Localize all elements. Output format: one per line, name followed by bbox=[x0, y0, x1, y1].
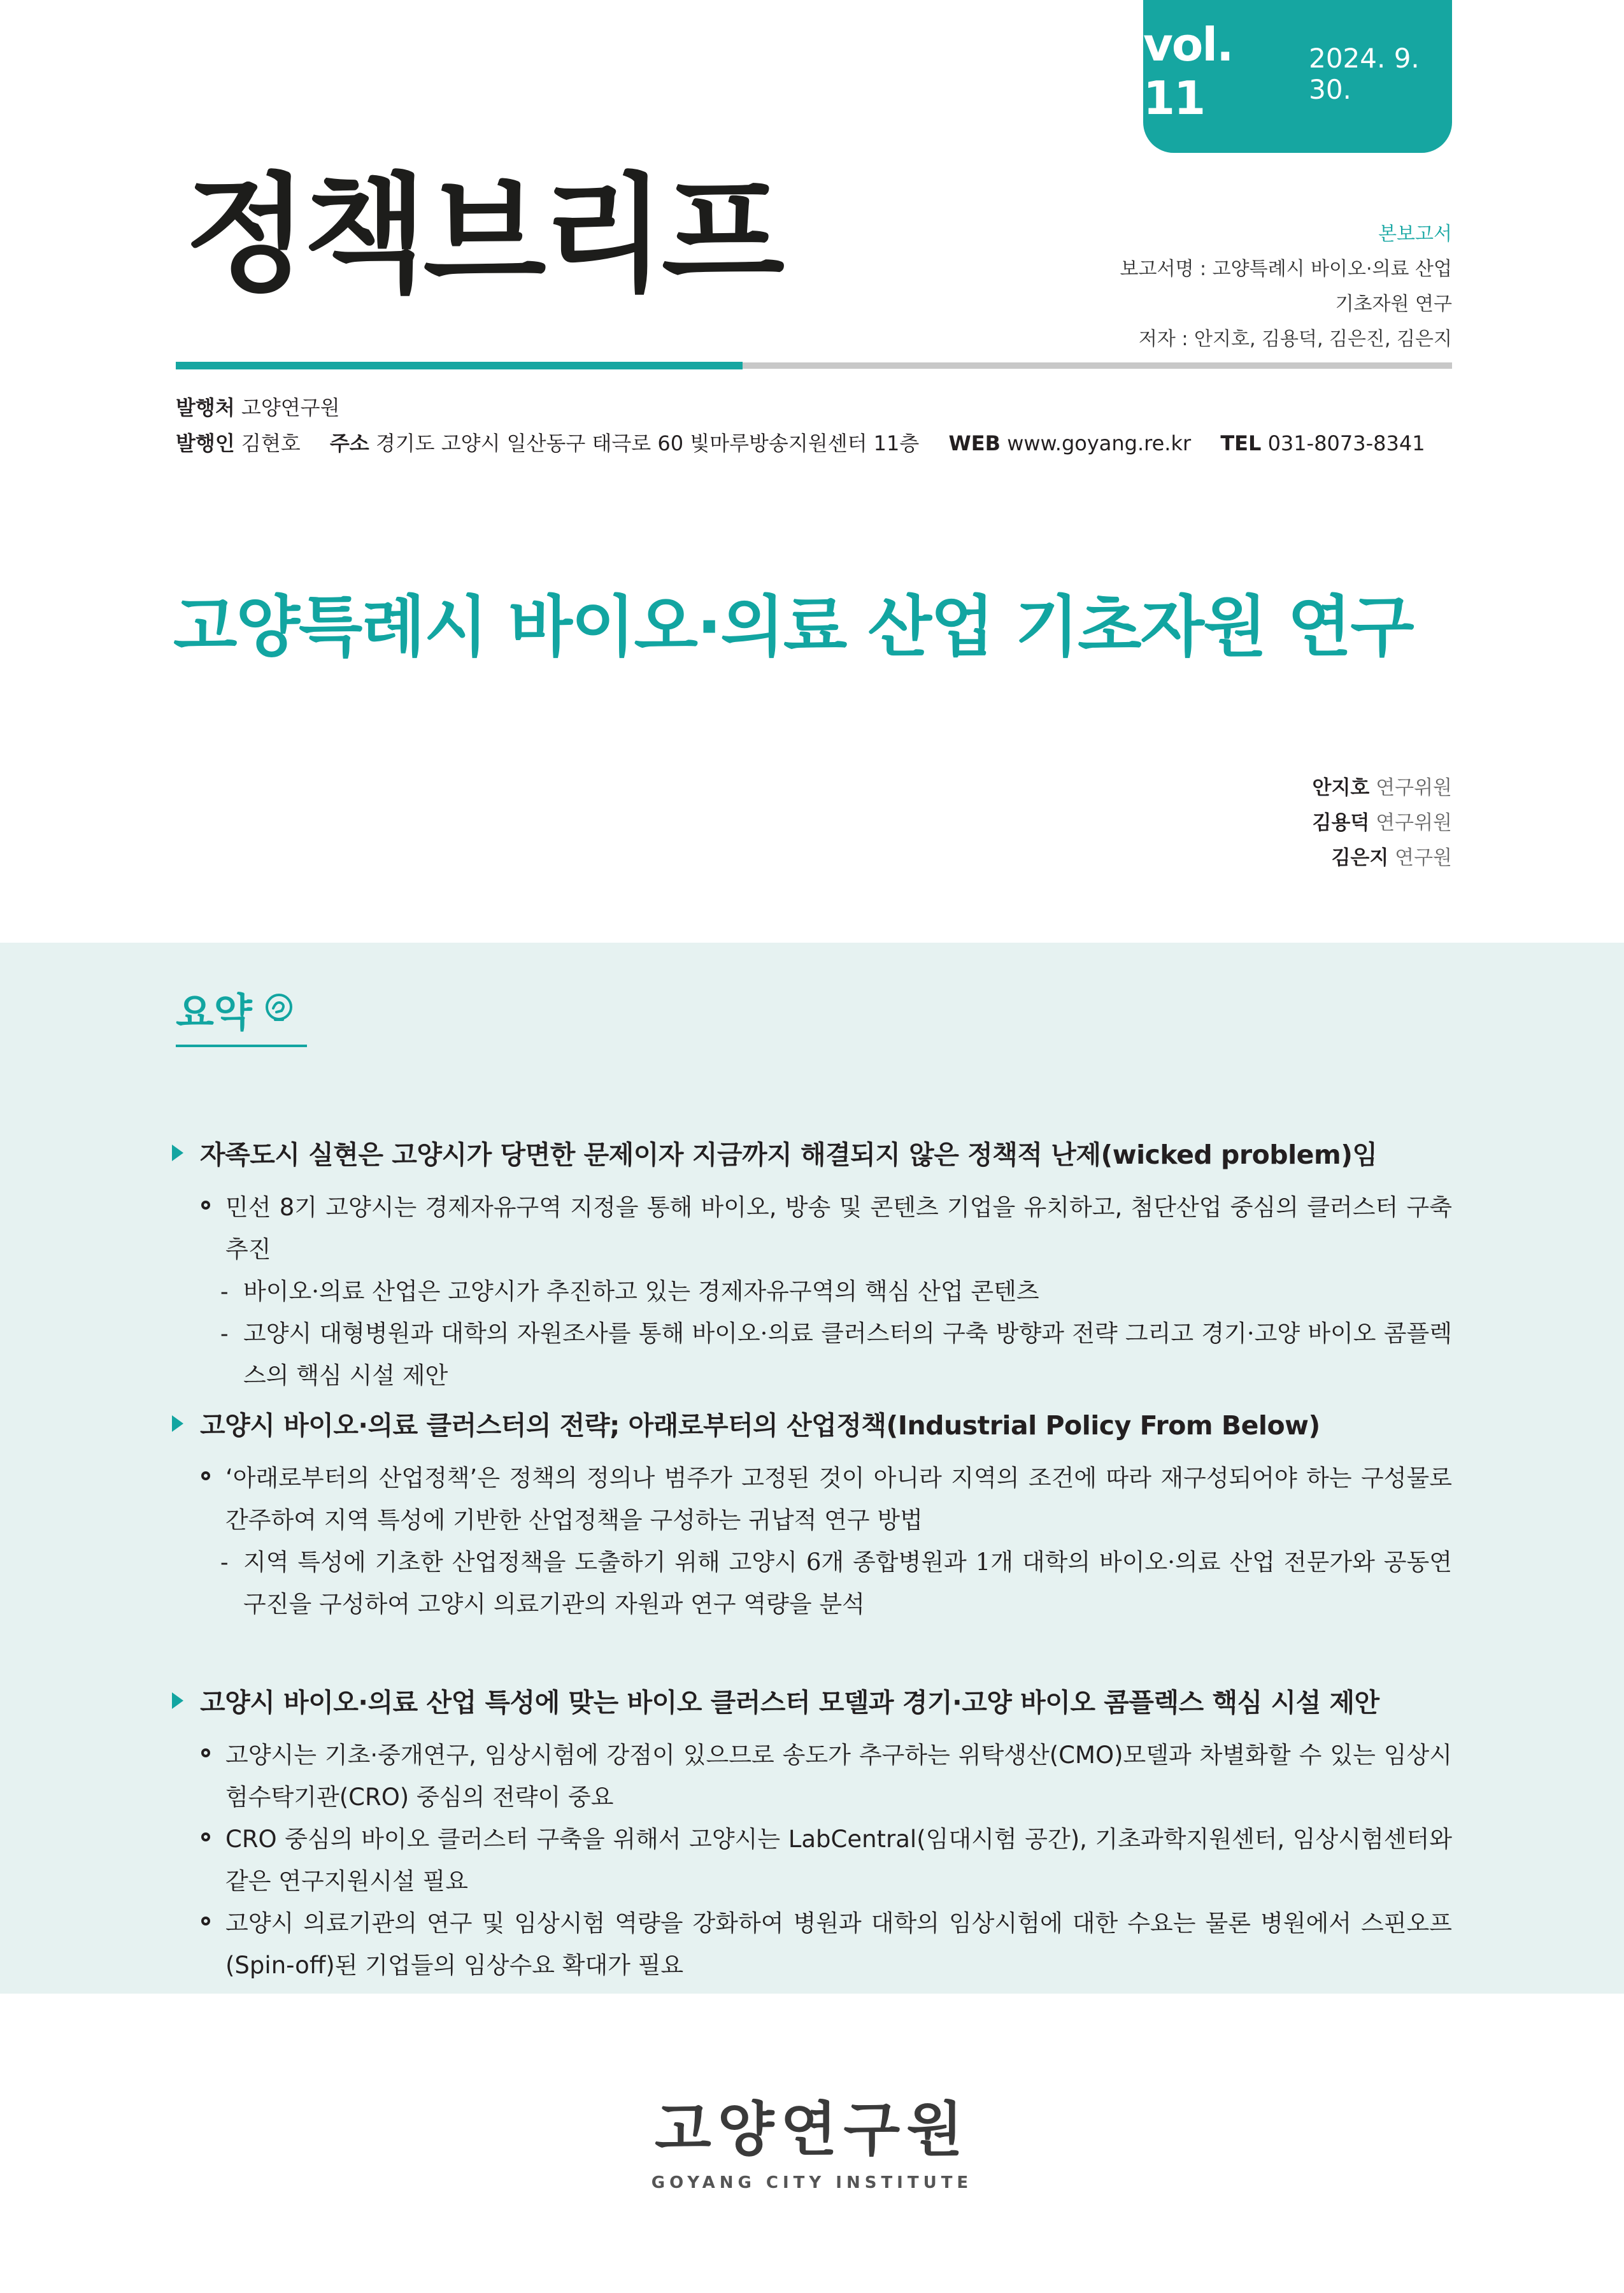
web-label: WEB bbox=[948, 431, 1001, 455]
summary-subitem-text: 고양시 대형병원과 대학의 자원조사를 통해 바이오·의료 클러스터의 구축 방향과 전략 그리고 경기·고양 바이오 콤플렉스의 핵심 시설 제안 bbox=[243, 1320, 1452, 1389]
summary-subitem-text: 바이오·의료 산업은 고양시가 추진하고 있는 경제자유구역의 핵심 산업 콘텐츠 bbox=[243, 1278, 1039, 1305]
summary-item-text: 고양시 의료기관의 연구 및 임상시험 역량을 강화하여 병원과 대학의 임상시험에 대한 수요는 물론 병원에서 스핀오프(Spin-off)된 기업들의 임상수요 확대가 필요 bbox=[225, 1910, 1452, 1979]
summary-subitem: - 지역 특성에 기초한 산업정책을 도출하기 위해 고양시 6개 종합병원과 1개 대학의 바이오·의료 산업 전문가와 공동연구진을 구성하여 고양시 의료기관의 자원과 연구 역량을 분석 bbox=[220, 1548, 1452, 1618]
report-authors-line: 저자 : 안지호, 김용덕, 김은진, 김은지 bbox=[1138, 328, 1452, 350]
circle-bullet-icon bbox=[201, 1471, 210, 1480]
section-title-text: 고양시 바이오·의료 클러스터의 전략; 아래로부터의 산업정책(Industrial Policy From Below) bbox=[200, 1410, 1320, 1441]
triangle-bullet-icon bbox=[172, 1145, 183, 1161]
circle-bullet-icon bbox=[201, 1832, 210, 1841]
issue-date: 2024. 9. 30. bbox=[1309, 43, 1420, 105]
author-name: 김용덕 bbox=[1312, 811, 1370, 834]
circle-bullet-icon bbox=[201, 1748, 210, 1757]
brand-title: 정책브리프 bbox=[185, 161, 781, 310]
summary-underline bbox=[176, 1045, 307, 1047]
report-info-label: 본보고서 bbox=[1378, 223, 1452, 245]
section-title bbox=[172, 1134, 1452, 1171]
author-entry bbox=[1313, 771, 1453, 806]
summary-item-text: CRO 중심의 바이오 클러스터 구축을 위해서 고양시는 LabCentral(임대시험 공간), 기초과학지원센터, 임상시험센터와 같은 연구지원시설 필요 bbox=[225, 1825, 1452, 1895]
summary-subitem: - 바이오·의료 산업은 고양시가 추진하고 있는 경제자유구역의 핵심 산업 콘텐츠 bbox=[220, 1278, 1039, 1305]
summary-item bbox=[201, 1734, 1452, 1818]
author-role: 연구위원 bbox=[1376, 776, 1452, 799]
author-entry bbox=[1313, 806, 1453, 841]
summary-item bbox=[201, 1187, 1452, 1271]
summary-item-text: 민선 8기 고양시는 경제자유구역 지정을 통해 바이오, 방송 및 콘텐츠 기업을 유치하고, 첨단산업 중심의 클러스터 구축 추진 bbox=[225, 1194, 1452, 1263]
main-title: 고양특례시 바이오·의료 산업 기초자원 연구 bbox=[173, 588, 1413, 666]
summary-item-text: 고양시는 기초·중개연구, 임상시험에 강점이 있으므로 송도가 추구하는 위탁생산(CMO)모델과 차별화할 수 있는 임상시험수탁기관(CRO) 중심의 전략이 중요 bbox=[225, 1741, 1452, 1811]
tel-value: 031-8073-8341 bbox=[1267, 431, 1425, 455]
section-title-text: 자족도시 실현은 고양시가 당면한 문제이자 지금까지 해결되지 않은 정책적 난제(wicked problem)임 bbox=[200, 1139, 1378, 1170]
summary-heading-label: 요약 bbox=[176, 989, 252, 1036]
publisher-label: 발행처 bbox=[176, 396, 235, 420]
summary-section-1 bbox=[172, 1134, 1452, 1397]
summary-item bbox=[201, 1457, 1452, 1541]
author-entry bbox=[1313, 841, 1453, 876]
publisher-info bbox=[176, 390, 1425, 461]
section-title bbox=[172, 1404, 1452, 1442]
summary-subitem-text: 지역 특성에 기초한 산업정책을 도출하기 위해 고양시 6개 종합병원과 1개 대학의 바이오·의료 산업 전문가와 공동연구진을 구성하여 고양시 의료기관의 자원과 연구 역량을 분석 bbox=[243, 1548, 1452, 1618]
summary-section-2 bbox=[172, 1404, 1452, 1625]
address-value: 경기도 고양시 일산동구 태극로 60 빛마루방송지원센터 11층 bbox=[375, 431, 920, 455]
triangle-bullet-icon bbox=[172, 1415, 183, 1432]
triangle-bullet-icon bbox=[172, 1692, 183, 1709]
report-name-line2: 기초자원 연구 bbox=[1335, 293, 1452, 315]
address-label: 주소 bbox=[329, 431, 369, 455]
volume-tab bbox=[1143, 0, 1452, 153]
author-list bbox=[1313, 771, 1453, 876]
logo-english: GOYANG CITY INSTITUTE bbox=[651, 2173, 973, 2192]
report-name-line1: 보고서명 : 고양특례시 바이오·의료 산업 bbox=[1120, 258, 1452, 280]
author-role: 연구원 bbox=[1395, 846, 1452, 869]
author-name: 김은지 bbox=[1331, 846, 1389, 869]
summary-heading bbox=[176, 981, 296, 1038]
section-title bbox=[172, 1682, 1452, 1719]
lightbulb-icon bbox=[262, 992, 296, 1027]
summary-item bbox=[201, 1818, 1452, 1903]
tel-label: TEL bbox=[1220, 431, 1262, 455]
section-title-text: 고양시 바이오·의료 산업 특성에 맞는 바이오 클러스터 모델과 경기·고양 바이오 콤플렉스 핵심 시설 제안 bbox=[200, 1687, 1379, 1718]
issuer-label: 발행인 bbox=[176, 431, 235, 455]
report-info bbox=[1120, 217, 1452, 357]
header-divider-accent bbox=[176, 362, 743, 369]
summary-item bbox=[201, 1903, 1452, 1987]
logo-korean: 고양연구원 bbox=[654, 2096, 970, 2164]
institute-logo bbox=[0, 2083, 1624, 2192]
summary-section-3 bbox=[172, 1682, 1452, 1987]
header-divider-gray bbox=[743, 362, 1452, 369]
author-role: 연구위원 bbox=[1376, 811, 1452, 834]
publisher-value: 고양연구원 bbox=[241, 396, 340, 420]
web-value[interactable]: www.goyang.re.kr bbox=[1007, 431, 1192, 455]
author-name: 안지호 bbox=[1312, 776, 1370, 799]
circle-bullet-icon bbox=[201, 1917, 210, 1925]
volume-number: vol. 11 bbox=[1143, 18, 1233, 125]
summary-subitem: - 고양시 대형병원과 대학의 자원조사를 통해 바이오·의료 클러스터의 구축 방향과 전략 그리고 경기·고양 바이오 콤플렉스의 핵심 시설 제안 bbox=[220, 1320, 1452, 1389]
circle-bullet-icon bbox=[201, 1201, 210, 1210]
summary-item-text: ‘아래로부터의 산업정책’은 정책의 정의나 범주가 고정된 것이 아니라 지역의 조건에 따라 재구성되어야 하는 구성물로 간주하여 지역 특성에 기반한 산업정책을 구성하는 귀납적 연구 방법 bbox=[225, 1464, 1452, 1534]
issuer-value: 김현호 bbox=[241, 431, 301, 455]
